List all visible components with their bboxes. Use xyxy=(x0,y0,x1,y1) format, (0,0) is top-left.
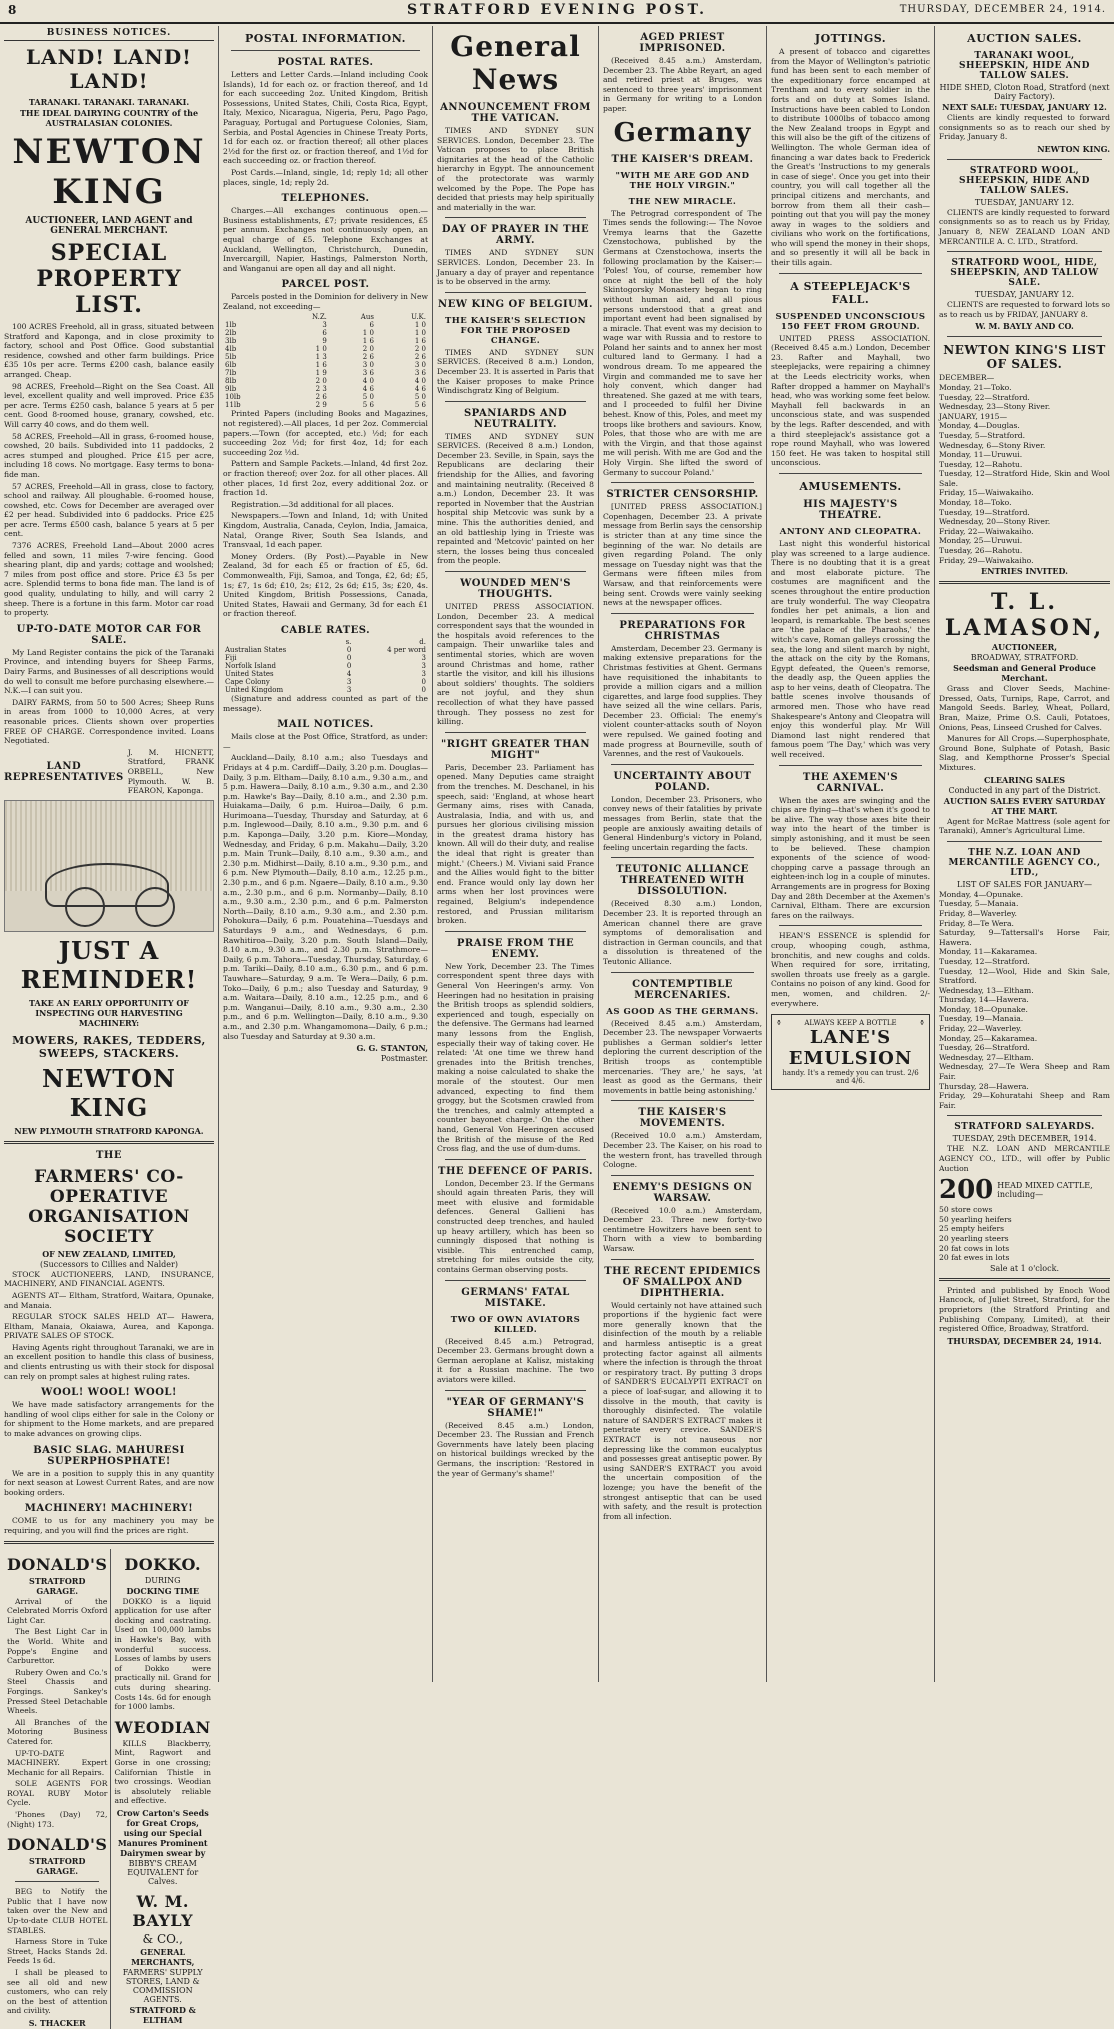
harvesting-machinery-illustration xyxy=(4,800,214,932)
news-headline: PRAISE FROM THE ENEMY. xyxy=(456,937,575,960)
table-row: United Kingdom 3 0 xyxy=(225,685,426,694)
news-headline: THE KAISER'S DREAM. xyxy=(611,153,754,165)
list-item: JANUARY, 1915— xyxy=(939,411,1008,421)
column-business-notices xyxy=(0,26,218,2028)
news-subheadline: SUSPENDED UNCONSCIOUS 150 FEET FROM GROUND. xyxy=(775,311,926,332)
news-headline: THE AXEMEN'S CARNIVAL. xyxy=(802,771,899,794)
news-headline: PREPARATIONS FOR CHRISTMAS xyxy=(619,619,746,642)
list-item: Monday, 11—Kakaramea. xyxy=(939,947,1038,957)
list-item: Tuesday, 12—Wool, Hide and Skin Sale, Stratford. xyxy=(939,966,1110,986)
list-item: Tuesday, 26—Stratford. xyxy=(939,1043,1030,1053)
news-headline: NEW KING OF BELGIUM. xyxy=(438,298,593,310)
cattle-list xyxy=(939,1205,1110,1263)
news-headline: THE DEFENCE OF PARIS. xyxy=(438,1165,593,1177)
heans-essence-ad: HEAN'S ESSENCE is splendid for croup, whooping cough, asthma, bronchitis, and new coughs and colds. When required for sore, irritating, swollen throats use freely as a gargle. Contains no poison of any kind. Good for men, women, and children. 2/- everywhere. xyxy=(771,931,930,1008)
table-row: 11lb 2 9 5 6 5 6 xyxy=(225,401,426,410)
list-item: Wednesday, 23—Stony River. xyxy=(939,402,1051,412)
list-item: Saturday, 9—Tattersall's Horse Fair, Hawera. xyxy=(939,928,1110,947)
newton-kings-list-heading: NEWTON KING'S LIST OF SALES. xyxy=(943,343,1106,372)
list-item: Tuesday, 5—Manaia. xyxy=(939,899,1019,909)
lanes-emulsion-ad: ⚱ ALWAYS KEEP A BOTTLE ⚱ LANE'S EMULSION handy. It's a remedy you can trust. 2/6 and 4/6. xyxy=(771,1014,930,1090)
table-header-row: N.Z. Aus U.K. xyxy=(311,313,426,322)
letters-text: Letters and Letter Cards.—Inland including Cook Islands), 1d for each oz. or fraction thereof, and 1d for each succeeding 2oz. United Kingdom, British Possessions, United States, Chili, Costa Rica, Egypt, Italy, Mexico, Nicaragua, Nigeria, Peru, Pago Pago, Paraguay, Portugal and Portuguese Colonies, Siam, Serbia, and Postal Agencies in Chinese Treaty Ports, 1d for each oz. or fraction thereof; all other places 2½d for the first oz. or fraction thereof, and 1½d for each succeeding oz. or fraction thereof. xyxy=(223,70,428,166)
masthead xyxy=(0,0,1114,24)
telephones-text: Charges.—All exchanges continuous open.—Business establishments, £7; private residences, £5 per annum. Exchanges not continuously open, an equal charge of £5. Telephone Exchanges at Auckland, Wellington, Christchurch, Dunedin, Invercargill, Napier, Hastings, Palmerston North, and Wanganui are open all day and all night. xyxy=(223,206,428,273)
table-row: Fiji 0 3 xyxy=(225,653,426,662)
parcel-rates-table xyxy=(223,313,428,409)
motor-car-heading: UP-TO-DATE MOTOR CAR FOR SALE. xyxy=(16,623,202,646)
news-subheadline: AS GOOD AS THE GERMANS. xyxy=(606,1006,759,1017)
news-headline: TEUTONIC ALLIANCE THREATENED WITH DISSOLUTION. xyxy=(616,864,749,898)
list-item: Monday, 25—Kakaramea. xyxy=(939,1033,1038,1043)
cable-rates-heading: CABLE RATES. xyxy=(280,624,371,636)
list-item: Monday, 21—Toko. xyxy=(939,382,1012,392)
column-war-news: AGED PRIEST IMPRISONED. (Received 8.45 a.m.) Amsterdam, December 23. The Abbe Reyart, an aged and retired priest at Bruges, was sentenced to three years' imprisonment in Germany for writing to a London paper. Germany THE KAISER'S DREAM. "WITH ME ARE GOD AND THE HOLY VIRGIN." THE NEW MIRACLE. The Petrograd correspondent of The Times sends the following:— The Novoe Vremya learns that the Gazette Czenstochowa, published by the Germans at Czenstochowa, inserts the following proclamation by the Kaiser:— 'Poles! You, of course, remember how once at night the bell of the holy Skintogorsky Monastery began to ring without human aid, and all pious persons understood that a great and important event had been signalised by a miracle. That event was my decision to wage war with Russia and to restore to Poland her saints and to annex her most cultured land to Germany. I had a wondrous dream. To me appeared the Virgin and commanded me to save her holy convent, which danger had threatened. She gazed at me with tears, and I proceeded to fulfil her Divine behest. Know of this, Poles, and meet my troops like brothers and saviours. Know, Poles, that those who are with me are with the Virgin, and that those against me will perish. With me are God and the Holy Virgin. She lifted the sword of Germany to succour Poland.' STRICTER CENSORSHIP. [UNITED PRESS ASSOCIATION.] Copenhagen, December 23. A private message from Berlin says the censorship is stricter than at any time since the beginning of the war. No details are given regarding Poland. The only message on Tuesday night was that the Germans were fifteen miles from Warsaw, and that reinforcements were being sent. Crowds were vainly seeking news at the newspaper offices. PREPARATIONS FOR CHRISTMAS Amsterdam, December 23. Germany is making extensive preparations for the Christmas festivities at Ghent. Germans have requisitioned the inhabitants to provide a million cigars and a million cigarettes, and large food supplies. They have seized all the wine cellars. Paris, December 23. Official: The enemy's violent counter-attacks south of Noyon were repulsed. We gained footing and made progress at Bourneville, south of Varennes, and the rest of Vaukouels. UNCERTAINTY ABOUT POLAND. London, December 23. Prisoners, who convey news of their fatalities by private messages from Berlin, state that the people are anxiously awaiting details of General Hindenburg's victory in Poland, feeling uncertain regarding the facts. TEUTONIC ALLIANCE THREATENED WITH DISSOLUTION. (Received 8.30 a.m.) London, December 23. It is reported through an American channel there are grave symptoms of demoralisation and distraction in German councils, and that a dissolution is threatened of the Teutonic Alliance. CONTEMPTIBLE MERCENARIES. AS GOOD AS THE GERMANS. (Received 8.45 a.m.) Amsterdam, December 23. The newspaper Vorwaerts publishes a German soldier's letter deploring the current description of the British troops as contemptible mercenaries. 'They are,' he says, 'at least as good as the Germans, their movements in battle being astonishing.' THE KAISER'S MOVEMENTS. (Received 10.0 a.m.) Amsterdam, December 23. The Kaiser, on his road to the western front, has travelled through Cologne. ENEMY'S DESIGNS ON WARSAW. (Received 10.0 a.m.) Amsterdam, December 23. Three new forty-two centimetre Howitzers have been sent to Thorn with a view to bombarding Warsaw. THE RECENT EPIDEMICS OF SMALLPOX AND DIPHTHERIA. Would certainly not have attained such proportions if the hygienic fact were more generally known that the disinfection of the mouth by a reliable and harmless antiseptic is a great protecting factor against all ailments where the infection is through the throat or respiratory tract. By putting 3 drops of SANDER'S EUCALYPTI EXTRACT on a piece of loaf-sugar, and allowing it to dissolve in the mouth, that cavity is thoroughly disinfected. The volatile nature of SANDER'S EXTRACT makes it penetrate every crevice. SANDER'S EXTRACT is not nauseous nor depressing like the common eucalyptus and possesses great antiseptic power. By using SANDER'S EXTRACT you avoid the uncertain composition of the lozenge; you have the benefit of the strongest antiseptic that can be used with safety, and the result is protection from all infection. xyxy=(598,26,766,1682)
table-row: 6lb 1 6 3 0 3 0 xyxy=(225,361,426,370)
list-item: Friday, 8—Te Wera. xyxy=(939,918,1014,928)
farmers-cooperative-title: FARMERS' CO-OPERATIVE ORGANISATION SOCIETY xyxy=(28,1166,190,1247)
listing-item: 57 ACRES, Freehold—All in grass, close to factory, school and railway. All ploughable. 6-roomed house, cowshed, etc. Cows for December are averaged over £2 per head. Subdivided into 6 paddocks. Price £25 per acre. Terms £500 cash, balance 5 years at 5 per cent. xyxy=(4,481,214,539)
postmaster-title: Postmaster. xyxy=(380,1054,428,1064)
footer-date: THURSDAY, DECEMBER 24, 1914. xyxy=(947,1335,1102,1346)
list-item: Friday, 22—Waverley. xyxy=(939,1024,1022,1034)
news-subheadline: TWO OF OWN AVIATORS KILLED. xyxy=(450,1314,581,1335)
land-register-text: My Land Register contains the pick of the Taranaki Province, and intending buyers for Sheep Farms, Dairy Farms, and Businesses of all descriptions would do well to consult me before purchasing elsewhere.—N.K.—I can suit you. DAIRY FARMS, from 50 to 500 Acres; Sheep Runs in areas from 1000 to 10,000 Acres, at very reasonable prices. Clients shown over properties FREE OF CHARGE. Correspondence invited. Loans Negotiated. xyxy=(4,647,214,746)
news-headline: GERMANS' FATAL MISTAKE. xyxy=(461,1286,570,1309)
amusements-heading: AMUSEMENTS. xyxy=(799,479,902,493)
news-headline: STRICTER CENSORSHIP. xyxy=(606,489,759,501)
news-headline: CONTEMPTIBLE MERCENARIES. xyxy=(632,978,733,1001)
news-headline: ANNOUNCEMENT FROM THE VATICAN. xyxy=(440,102,591,124)
bottle-icon: ⚱ xyxy=(919,1019,925,1028)
listing-item: 58 ACRES, Freehold—All in grass, 6-roomed house, cowshed, 20 bails. Subdivided into 11 paddocks, 2 acres stumped and ploughed. Price £15 per acre, including 18 cows. No mortgage. Easy terms to bona-fide man. xyxy=(4,431,214,479)
post-cards-text: Post Cards.—Inland, single, 1d; reply 1d; all other places, single, 1d; reply 2d. xyxy=(223,167,428,187)
postmaster-name: G. G. STANTON, xyxy=(356,1043,428,1054)
newspaper-title: STRATFORD EVENING POST. xyxy=(407,2,707,18)
section-heading: BUSINESS NOTICES. xyxy=(4,26,214,41)
wheel-shape xyxy=(135,887,175,927)
mowers-line: MOWERS, RAKES, TEDDERS, SWEEPS, STACKERS. xyxy=(12,1033,206,1060)
list-item: Tuesday, 5—Stratford. xyxy=(939,430,1026,440)
list-item: 20 yearling steers xyxy=(939,1233,1009,1243)
machinery-heading: MACHINERY! MACHINERY! xyxy=(24,1503,194,1515)
nz-limited: OF NEW ZEALAND, LIMITED, xyxy=(42,1248,176,1259)
basic-slag-heading: BASIC SLAG. MAHURESI SUPERPHOSPHATE! xyxy=(33,1444,185,1467)
table-row: 8lb 2 0 4 0 4 0 xyxy=(225,377,426,386)
postal-heading: POSTAL INFORMATION. xyxy=(245,32,406,45)
basic-slag-text: We are in a position to supply this in any quantity for next season at Lowest Current Rates, and are now booking orders. xyxy=(4,1468,214,1497)
table-header-row: s. d. xyxy=(345,637,426,646)
reminder-subheading: TAKE AN EARLY OPPORTUNITY OF INSPECTING OUR HARVESTING MACHINERY: xyxy=(29,997,189,1028)
listing-item: 7376 ACRES, Freehold Land—About 2000 acres felled and sown, 11 miles 7-wire fencing. Good shearing plant, dip and yards; cottage and woolshed; 7 miles from post office and store. Price £3 5s per acre. Splendid terms to bona fide man. The land is of good quality, undulating to hilly, and will carry 2 sheep. There is a fortune in this farm. Motor car road to property. xyxy=(4,541,214,618)
list-item: Friday, 8—Waverley. xyxy=(939,908,1017,918)
newton-king-title: NEWTON KING xyxy=(12,132,206,212)
machinery-text: COME to us for any machinery you may be requiring, and you will find the prices are right. xyxy=(4,1516,214,1535)
germany-heading: Germany xyxy=(613,117,752,148)
news-subheadline: ANTONY AND CLEOPATRA. xyxy=(779,526,922,537)
list-item: 50 yearling heifers xyxy=(939,1214,1012,1224)
news-headline: UNCERTAINTY ABOUT POLAND. xyxy=(613,770,752,793)
news-subheadline: THE KAISER'S SELECTION FOR THE PROPOSED CHANGE. xyxy=(444,315,587,346)
list-item: Tuesday, 19—Manaia. xyxy=(939,1014,1024,1024)
listing-item: 100 ACRES Freehold, all in grass, situated between Stratford and Kaponga, and in close proximity to factory, school and Post Office. Good substantial residence, cowshed and other farm buildings. Price £35 10s per acre. Terms £200 cash, balance easily arranged. Cheap. xyxy=(4,322,214,379)
cattle-offer: 200 HEAD MIXED CATTLE, including— xyxy=(939,1175,1093,1206)
news-subheadline: THE NEW MIRACLE. xyxy=(628,196,737,207)
table-row: 1lb 3 6 1 0 xyxy=(225,321,426,330)
table-row: Australian States 0 4 per word xyxy=(225,645,426,654)
table-row: 4lb 1 0 2 0 2 0 xyxy=(225,345,426,354)
list-item: Tuesday, 19—Stratford. xyxy=(939,507,1030,517)
list-item: Tuesday, 12—Stratford Hide, Skin and Wool Sale. xyxy=(939,469,1110,488)
list-item: Monday, 4—Opunake. xyxy=(939,889,1024,899)
table-row: 7lb 1 9 3 6 3 6 xyxy=(225,369,426,378)
column-auction-sales: AUCTION SALES. TARANAKI WOOL, SHEEPSKIN, HIDE AND TALLOW SALES. HIDE SHED, Cloton Road, Stratford (next Dairy Factory). NEXT SALE: TUESDAY, JANUARY 12. Clients are kindly requested to forward consignments so as to reach our shed by Friday, January 8. NEWTON KING. STRATFORD WOOL, SHEEPSKIN, HIDE AND TALLOW SALES. TUESDAY, JANUARY 12. CLIENTS are kindly requested to forward consignments so as to reach us by Friday, January 8, NEW ZEALAND LOAN AND MERCANTILE A. C. LTD., Stratford. STRATFORD WOOL, HIDE, SHEEPSKIN, AND TALLOW SALE. TUESDAY, JANUARY 12. CLIENTS are requested to forward lots so as to reach us by FRIDAY, JANUARY 8. W. M. BAYLY AND CO. NEWTON KING'S LIST OF SALES. DECEMBER— Monday, 21—Toko. Tuesday, 22—Stratford. Wednesday, 23—Stony River. JANUARY, 1915— Monday, 4—Douglas. Tuesday, 5—Stratford. Wednesday, 6—Stony River. Monday, 11—Uruwui. Tuesday, 12—Rahotu. Tuesday, 12—Stratford Hide, Skin and Wool Sale. Friday, 15—Waiwakaiho. Monday, 18—Toko. Tuesday, 19—Stratford. Wednesday, 20—Stony River. Friday, 22—Waiwakaiho. Monday, 25—Uruwui. Tuesday, 26—Rahotu. Friday, 29—Waiwakaiho. ENTRIES INVITED. T. L. LAMASON, AUCTIONEER, BROADWAY, STRATFORD. Seedsman and General Produce Merchant. Grass and Clover Seeds, Machine-Dressed, Oats, Turnips, Rape, Carrot, and Mangold Seeds. Barley, Wheat, Pollard, Bran, Maize, Prime O.S. Cauli, Potatoes, Onions, Peas, Linseed Crushed for Calves. Manures for All Crops.—Superphosphate, Ground Bone, Sulphate of Potash, Basic Slag, and Kempthorne Prosser's Special Mixtures. CLEARING SALES Conducted in any part of the District. AUCTION SALES EVERY SATURDAY AT THE MART. Agent for McRae Mattress (sole agent for Taranaki), Amner's Agricultural Lime. THE N.Z. LOAN AND MERCANTILE AGENCY CO., LTD., LIST OF SALES FOR JANUARY— Monday, 4—Opunake. Tuesday, 5—Manaia. Friday, 8—Waverley. Friday, 8—Te Wera. Saturday, 9—Tattersall's Horse Fair, Hawera. Monday, 11—Kakaramea. Tuesday, 12—Stratford. Tuesday, 12—Wool, Hide and Skin Sale, Stratford. Wednesday, 13—Eltham. Thursday, 14—Hawera. Monday, 18—Opunake. Tuesday, 19—Manaia. Friday, 22—Waverley. Monday, 25—Kakaramea. Tuesday, 26—Stratford. Wednesday, 27—Eltham. Wednesday, 27—Te Wera Sheep and Ram Fair. Thursday, 28—Hawera. Friday, 29—Kohuratahi Sheep and Ram Fair. STRATFORD SALEYARDS. TUESDAY, 29th DECEMBER, 1914. THE N.Z. LOAN AND MERCANTILE AGENCY CO., LTD., will offer by Public Auction 200 HEAD MIXED CATTLE, including— 50 store cows 50 yearling heifers 25 empty heifers 20 yearling steers 20 fat cows in lots 20 fat ewes in lots Sale at 1 o'clock. Printed and published by Enoch Wood Hancock, of Juliet Street, Stratford, for the proprietors (the Stratford Printing and Publishing Company, Limited), at their registered Office, Broadway, Stratford. THURSDAY, DECEMBER 24, 1914. xyxy=(934,26,1114,1682)
column-postal-information: POSTAL INFORMATION. POSTAL RATES. Letters and Letter Cards.—Inland including Cook Islands), 1d for each oz. or fraction thereof, and 1d for each succeeding 2oz. United Kingdom, British Possessions, United States, Chili, Costa Rica, Egypt, Italy, Mexico, Nicaragua, Nigeria, Peru, Pago Pago, Paraguay, Portugal and Portuguese Colonies, Siam, Serbia, and Postal Agencies in Chinese Treaty Ports, 1d for each oz. or fraction thereof; all other places 2½d for the first oz. or fraction thereof, and 1½d for each succeeding oz. or fraction thereof. Post Cards.—Inland, single, 1d; reply 1d; all other places, single, 1d; reply 2d. TELEPHONES. Charges.—All exchanges continuous open.—Business establishments, £7; private residences, £5 per annum. Exchanges not continuously open, an equal charge of £5. Telephone Exchanges at Auckland, Wellington, Christchurch, Dunedin, Invercargill, Napier, Hastings, Palmerston North, and Wanganui are open all day and all night. PARCEL POST. Parcels posted in the Dominion for delivery in New Zealand, not exceeding— N.Z. Aus U.K. 1lb 3 6 1 0 2lb 6 1 0 1 0 3lb 9 1 6 1 6 4lb 1 0 2 0 2 0 5lb 1 3 2 6 2 6 6lb 1 6 3 0 3 0 7lb 1 9 3 6 3 6 8lb 2 0 4 0 4 0 9lb 2 3 4 6 4 6 10lb 2 6 5 0 5 0 11lb 2 9 5 6 5 6 Printed Papers (including Books and Magazines, not registered).—All places, 1d per 2oz. Commercial papers.—Town (for accepted, etc.) ½d; for each succeeding 2oz ½d; for first 4oz, 1d; for each succeeding 2oz ½d. Pattern and Sample Packets.—Inland, 4d first 2oz. or fraction thereof; over 2oz. for all other places. All other places, 1d first 2oz, every additional 2oz. or fraction 1d. Registration.—3d additional for all places. Newspapers.—Town and Inland, 1d; with United Kingdom, Australia, Canada, Ceylon, India, Jamaica, Natal, Orange River, South Sea Islands, and Transvaal, 1d each paper. Money Orders. (By Post).—Payable in New Zealand, 3d for each £5 or fraction of £5, 6d. Commonwealth, Fiji, Samoa, and Tonga, £2, 6d; £5, 1s; £7, 1s 6d; £10, 2s; £12, 2s 6d; £15, 3s; £20, 4s. United Kingdom, British Possessions, Canada, United States, Hawaii and Germany, 3d for each £1 or fraction thereof. CABLE RATES. s. d. Australian States 0 4 per word Fiji 0 3 Norfolk Island 0 3 United States 4 3 Cape Colony 3 0 United Kingdom 3 0 (Signature and address counted as part of the message). MAIL NOTICES. Mails close at the Post Office, Stratford, as under:— Auckland—Daily, 8.10 a.m.; also Tuesdays and Fridays at 4 p.m. Cardiff—Daily, 3.20 p.m. Douglas—Daily, 3 p.m. Eltham—Daily, 8.10 a.m., 9.30 a.m., and 5 p.m. Hawera—Daily, 8.10 a.m., 9.30 a.m., and 2.30 p.m. Hawke's Bay—Daily, 8.10 a.m., and 2.30 p.m. Huiakama—Daily, 6 p.m. Huiroa—Daily, 6 p.m. Hurimoana—Tuesday, Thursday and Saturday, at 6 p.m. Inglewood—Daily, 8.10 a.m., 9.30 p.m. and 6 p.m. Kaponga—Daily, 3.20 p.m. Kiore—Monday, Wednesday, and Friday, 6 p.m. Makahu—Daily, 3.20 p.m. Main Trunk—Daily, 8.10 a.m., 9.30 a.m., and 2.30 p.m. Midhirst—Daily, 8.10 a.m., 9.30 p.m., and 6 p.m. New Plymouth—Daily, 8.10 a.m., 12.25 p.m., 2.30 p.m., and 6 p.m. Ngaere—Daily, 8.10 a.m., 9.30 a.m., 2.30 p.m., and 6 p.m. Normanby—Daily, 8.10 a.m., 9.30 a.m., 2.30 p.m., and 6 p.m. Palmerston North—Daily, 8.10 a.m., 9.30 a.m., and 2.30 p.m. Pohokura—Daily, 6 p.m. Pouatehina—Tuesdays and Saturdays 9 a.m., and Wednesdays, 6 p.m. Rawhitiroa—Daily, 3.20 p.m. South Island—Daily, 8.10 a.m., 9.30 a.m., and 2.30 p.m. Strathmore—Daily, 6 p.m. Tahora—Tuesday, Thursday, Saturday, 6 p.m. Tariki—Daily, 8.10 a.m., 6.30 p.m., and 6 p.m. Tauwhare—Saturday, 9 a.m. Te Wera—Daily, 6 p.m. Toko—Daily, 6 p.m.; also Tuesday and Saturday, 9 a.m. Waitara—Daily, 8.10 a.m., 12.25 p.m., and 6 p.m. Wanganui—Daily, 8.10 a.m., 9.30 a.m., 2.30 p.m., and 6 p.m. Wellington—Daily, 8.10 a.m., 9.30 a.m., and 2.30 p.m. Whangamomona—Daily, 6 p.m.; also Tuesday and Saturday at 9.30 a.m. G. G. STANTON, Postmaster. xyxy=(218,26,432,1682)
mail-schedule-text: Auckland—Daily, 8.10 a.m.; also Tuesdays and Fridays at 4 p.m. Cardiff—Daily, 3.20 p.m. Douglas—Daily, 3 p.m. Eltham—Daily, 8.10 a.m., 9.30 a.m., and 5 p.m. Hawera—Daily, 8.10 a.m., 9.30 a.m., and 2.30 p.m. Hawke's Bay—Daily, 8.10 a.m., and 2.30 p.m. Huiakama—Daily, 6 p.m. Huiroa—Daily, 6 p.m. Hurimoana—Tuesday, Thursday and Saturday, at 6 p.m. Inglewood—Daily, 8.10 a.m., 9.30 p.m. and 6 p.m. Kaponga—Daily, 3.20 p.m. Kiore—Monday, Wednesday, and Friday, 6 p.m. Makahu—Daily, 3.20 p.m. Main Trunk—Daily, 8.10 a.m., 9.30 a.m., and 2.30 p.m. Midhirst—Daily, 8.10 a.m., 9.30 p.m., and 6 p.m. New Plymouth—Daily, 8.10 a.m., 12.25 p.m., 2.30 p.m., and 6 p.m. Ngaere—Daily, 8.10 a.m., 9.30 a.m., 2.30 p.m., and 6 p.m. Normanby—Daily, 8.10 a.m., 9.30 a.m., 2.30 p.m., and 6 p.m. Palmerston North—Daily, 8.10 a.m., 9.30 a.m., and 2.30 p.m. Pohokura—Daily, 6 p.m. Pouatehina—Tuesdays and Saturdays 9 a.m., and Wednesdays, 6 p.m. Rawhitiroa—Daily, 3.20 p.m. South Island—Daily, 8.10 a.m., 9.30 a.m., and 2.30 p.m. Strathmore—Daily, 6 p.m. Tahora—Tuesday, Thursday, Saturday, 6 p.m. Tariki—Daily, 8.10 a.m., 6.30 p.m., and 6 p.m. Tauwhare—Saturday, 9 a.m. Te Wera—Daily, 6 p.m. Toko—Daily, 6 p.m.; also Tuesday and Saturday, 9 a.m. Waitara—Daily, 8.10 a.m., 12.25 p.m., and 6 p.m. Wanganui—Daily, 8.10 a.m., 9.30 a.m., 2.30 p.m., and 6 p.m. Wellington—Daily, 8.10 a.m., 9.30 a.m., and 2.30 p.m. Whangamomona—Daily, 6 p.m.; also Tuesday and Saturday at 9.30 a.m. xyxy=(223,753,428,1041)
donalds-garage-ad: DONALD'S STRATFORD GARAGE. Arrival of the Celebrated Morris Oxford Light Car. The Best Light Car in the World. White and Poppe's Engine and Carburettor. Rubery Owen and Co.'s Steel Chassis and Forgings. Sankey's Pressed Steel Detachable Wheels. All Branches of the Motoring Business Catered for. UP-TO-DATE MACHINERY. Expert Mechanic for all Repairs. SOLE AGENTS FOR ROYAL RUBY Motor Cycle. 'Phones (Day) 72, (Night) 173. DONALD'S STRATFORD GARAGE. BEG to Notify the Public that I have now taken over the New and Up-to-date CLUB HOTEL STABLES. Harness Store in Tuke Street, Hacks Stands 2d. Feeds 1s 6d. I shall be pleased to see all old and new customers, who can rely on the best of attention and civility. S. THACKER xyxy=(7,1554,108,2028)
table-row: 9lb 2 3 4 6 4 6 xyxy=(225,385,426,394)
list-item: Monday, 11—Uruwui. xyxy=(939,450,1023,460)
news-headline: DAY OF PRAYER IN THE ARMY. xyxy=(441,224,590,247)
table-row: 10lb 2 6 5 0 5 0 xyxy=(225,393,426,402)
news-headline: AGED PRIEST IMPRISONED. xyxy=(639,32,726,54)
list-item: 20 fat ewes in lots xyxy=(939,1253,1010,1263)
land-heading: LAND! LAND! LAND! xyxy=(26,45,192,93)
news-headline: HIS MAJESTY'S THEATRE. xyxy=(803,498,898,521)
successors-line: (Successors to Cillies and Nalder) xyxy=(40,1259,178,1269)
list-item: Thursday, 14—Hawera. xyxy=(939,995,1029,1005)
imprint: Printed and published by Enoch Wood Hancock, of Juliet Street, Stratford, for the proprietors (the Stratford Printing and Publishing Company, Limited), at their registered Office, Broadway, Stratford. xyxy=(939,1285,1110,1334)
special-property-heading: SPECIAL PROPERTY LIST. xyxy=(36,240,182,318)
towns-line: NEW PLYMOUTH STRATFORD KAPONGA. xyxy=(14,1125,204,1136)
taranaki-line: TARANAKI. TARANAKI. TARANAKI. xyxy=(28,97,190,107)
bottom-ads xyxy=(4,1549,214,2029)
page-number: 8 xyxy=(8,3,17,17)
list-item: Friday, 15—Waiwakaiho. xyxy=(939,488,1034,498)
nz-loan-sales-list xyxy=(939,890,1110,1111)
jottings-heading: JOTTINGS. xyxy=(814,32,887,45)
table-row: 5lb 1 3 2 6 2 6 xyxy=(225,353,426,362)
money-orders-text: Money Orders. (By Post).—Payable in New Zealand, 3d for each £5 or fraction of £5, 6d. Commonwealth, Fiji, Samoa, and Tonga, £2, 6d; £5, 1s; £7, 1s 6d; £10, 2s; £12, 2s 6d; £15, 3s; £20, 4s. United Kingdom, British Possessions, Canada, United States, Hawaii and Germany, 3d for each £1 or fraction thereof. xyxy=(223,551,428,619)
the-word: THE xyxy=(95,1149,122,1161)
list-item: Wednesday, 13—Eltham. xyxy=(939,985,1034,995)
table-row: 2lb 6 1 0 1 0 xyxy=(225,329,426,338)
news-headline: THE RECENT EPIDEMICS OF SMALLPOX AND DIPHTHERIA. xyxy=(604,1265,761,1299)
bottle-icon: ⚱ xyxy=(776,1019,782,1028)
table-row: 3lb 9 1 6 1 6 xyxy=(225,337,426,346)
newton-king-title-2: NEWTON KING xyxy=(42,1063,176,1122)
printed-papers-text: Printed Papers (including Books and Magazines, not registered).—All places, 1d per 2oz. Commercial papers.—Town (for accepted, etc.) ½d; for each succeeding 2oz ½d; for first 4oz, 1d; for each succeeding 2oz ½d. xyxy=(223,409,428,457)
list-item: Friday, 29—Kohuratahi Sheep and Ram Fair. xyxy=(939,1091,1110,1110)
list-item: 25 empty heifers xyxy=(939,1224,1005,1234)
property-listings xyxy=(4,322,214,618)
list-item: Monday, 25—Uruwui. xyxy=(939,536,1023,546)
news-headline: "YEAR OF GERMANY'S SHAME!" xyxy=(446,1396,585,1419)
news-subheadline: "WITH ME ARE GOD AND THE HOLY VIRGIN." xyxy=(615,170,750,191)
news-headline: SPANIARDS AND NEUTRALITY. xyxy=(463,407,568,430)
column-general-news: General News ANNOUNCEMENT FROM THE VATICAN. TIMES AND SYDNEY SUN SERVICES. London, December 23. The Vatican proposes to place British dignitaries at the head of the Catholic hierarchy in Egypt. The announcement of the protectorate was warmly welcomed by the Pope. The Pope has decided that priests may help spiritually and materially in the war. DAY OF PRAYER IN THE ARMY. TIMES AND SYDNEY SUN SERVICES. London, December 23. In January a day of prayer and repentance is to be observed in the army. NEW KING OF BELGIUM. THE KAISER'S SELECTION FOR THE PROPOSED CHANGE. TIMES AND SYDNEY SUN SERVICES. (Received 8 a.m.) London, December 23. It is asserted in Paris that the Kaiser proposes to make Prince Windischgratz King of Belgium. SPANIARDS AND NEUTRALITY. TIMES AND SYDNEY SUN SERVICES. (Received 8 a.m.) London, December 23. Seville, in Spain, says the Republicans are declaring their friendship for the Allies, and favoring and maintaining neutrality. (Received 8 a.m.) London, December 23. It was reported in November that the Austrian hospital ship Metcovic was sunk by a mine. This the authorities denied, and an old battleship lying in Trieste was repainted and 'Metcovic' painted on her stern, the losses being thus concealed from the people. WOUNDED MEN'S THOUGHTS. UNITED PRESS ASSOCIATION. London, December 23. A medical correspondent says that the wounded in the hospitals avoid references to the campaign. Their unwarlike tales and sentimental stories, which are woven around Christmas and home, rather startle the visitor, and kill his illusions about soldiers' thoughts. The soldiers are not joyful, and they shun recollection of what they have passed through. They possess no zest for killing. "RIGHT GREATER THAN MIGHT" Paris, December 23. Parliament has opened. Many Deputies came straight from the trenches. M. Deschanel, in his speech, said: 'England, at whose heart Germany aims, rises with Canada, Australasia, India, and with us, and pursues her glorious civilising mission in the greatest drama history has known. All will do their duty, and realise the ideal that right is greater than might.' (Cheers.) M. Viviani said France and the Allies would fight to the bitter end. France would only lay down her arms when her lost provinces were regained, Belgium's independence restored, and Prussian militarism broken. PRAISE FROM THE ENEMY. New York, December 23. The Times correspondent spent three days with General Von Heeringen's army. Von Heeringen had no hesitation in praising the British troops as splendid soldiers, experienced and tough, especially on the defensive. The Germans had learned many lessons from the English, especially their way of taking cover. He related: 'At one time we threw hand grenades into the British trenches, making a noise calculated to shake the morale of the stoutest. Our men advanced, expecting to find them groggy, but the Scotsmen crawled from the trenches, and calmly attempted a counter bayonet charge.' On the other hand, General Von Heeringen accused the British of the misuse of the Red Cross flag, and the use of dum-dums. THE DEFENCE OF PARIS. London, December 23. If the Germans should again threaten Paris, they will meet with elusive and formidable defences. General Gallieni has constructed deep trenches, and hauled up heavy artillery, which has been so cunningly disposed that nothing is visible. This entrenched camp, stretching for miles outside the city, contains German observing posts. GERMANS' FATAL MISTAKE. TWO OF OWN AVIATORS KILLED. (Received 8.45 a.m.) Petrograd, December 23. Germans brought down a German aeroplane at Kalisz, mistaking it for a Russian machine. The two aviators were killed. "YEAR OF GERMANY'S SHAME!" (Received 8.45 a.m.) London, December 23. The Russian and French Governments have lately been placing on historical buildings wrecked by the Germans, the inscription: 'Restored in the year of Germany's shame!' xyxy=(432,26,598,1682)
news-headline: "RIGHT GREATER THAN MIGHT" xyxy=(441,738,590,761)
list-item: Wednesday, 6—Stony River. xyxy=(939,440,1046,450)
news-headline: THE KAISER'S MOVEMENTS. xyxy=(638,1107,727,1130)
wheel-shape xyxy=(65,887,105,927)
farmers-cooperative-text: STOCK AUCTIONEERS, LAND, INSURANCE, MACHINERY, AND FINANCIAL AGENTS. AGENTS AT— Eltham, Stratford, Waitara, Opunake, and Manaia. REGULAR STOCK SALES HELD AT— Hawera, Eltham, Manaia, Okaiawa, Aurea, and Kaponga. PRIVATE SALES OF STOCK. Having Agents right throughout Taranaki, we are in an excellent position to handle this class of business, and clients entrusting us with their stock for disposal can rely on prompt sales at highest ruling rates. xyxy=(4,1269,214,1381)
table-row: Cape Colony 3 0 xyxy=(225,677,426,686)
list-item: Tuesday, 22—Stratford. xyxy=(939,392,1030,402)
news-headline: ENEMY'S DESIGNS ON WARSAW. xyxy=(612,1181,753,1204)
postal-rates-heading: POSTAL RATES. xyxy=(277,57,374,68)
column-jottings: JOTTINGS. A present of tobacco and cigarettes from the Mayor of Wellington's patriotic fund has been sent to each member of the expeditionary force encamped at Trentham and to every soldier in the forts and on duty at Somes Island. Instructions have been cabled to London to distribute 1000lbs of tobacco among the New Zealand troops in Egypt and this will also be the gift of the citizens of Wellington. The whole German idea of financing a war dates back to Frederick the Great's 'Instructions to my generals in case of siege'. Once you get into their country, you will call together all the principal citizens and merchants, and borrow from them all their cash—pointing out that you will pay the money away in wages to the soldiers and civilians who work on the fortifications, who will spend the money in their shops, and so presently it will all be back in their tills again. A STEEPLEJACK'S FALL. SUSPENDED UNCONSCIOUS 150 FEET FROM GROUND. UNITED PRESS ASSOCIATION. (Received 8.45 a.m.) London, December 23. Rafter and Mayhall, two steeplejacks, were repairing a chimney at the Leeds electricity works, when Rafter dropped a hammer on Mayhall's head, who was working some feet below. Mayhall fell backwards in an unconscious state, and was suspended by the legs. Rafter descended, and with a third steeplejack's assistance got a rope round Mayhall, who was lowered 150 feet. He was taken to hospital still unconscious. AMUSEMENTS. HIS MAJESTY'S THEATRE. ANTONY AND CLEOPATRA. Last night this wonderful historical play was screened to a large audience. There is no doubting that it is a great and most elaborate picture. The costumes are magnificent and the scenes throughout the entire production are truly wonderful. The way Cleopatra fondles her pet animals, a lion and leopard, is remarkable. The best scenes are 'the palace of the Pharaohs,' the witch's cave, Roman galleys crossing the sea, the long and silent march by night, the attack on the city by the Romans, Egypt defeated, the Queen's remorse, the deadly asp, the Queen applies the asp to her veins, death of Cleopatra. The battle scenes involve thousands of armored men. Those who have read Shakespeare's Antony and Cleopatra will enjoy this wonderful play. Mr Will Diamond last night rendered that famous poem 'The Day,' which was very well received. THE AXEMEN'S CARNIVAL. When the axes are swinging and the chips are flying—that's when it's good to be alive. The way those axes bite their way into the heart of the timber is simply astonishing, and it must be seen to be believed. These champion exponents of the science of wood-chopping carve a passage through an eighteen-inch log in a couple of minutes. Arrangements are in progress for Boxing Day and 28th December at the Axemen's Carnival, Eltham. There are excursion fares on the railways. HEAN'S ESSENCE is splendid for croup, whooping cough, asthma, bronchitis, and new coughs and colds. When required for sore, irritating, swollen throats use freely as a gargle. Contains no poison of any kind. Good for men, women, and children. 2/- everywhere. ⚱ ALWAYS KEEP A BOTTLE ⚱ LANE'S EMULSION handy. It's a remedy you can trust. 2/6 and 4/6. xyxy=(766,26,934,1682)
list-item: Friday, 29—Waiwakaiho. xyxy=(939,555,1034,565)
list-item: 20 fat cows in lots xyxy=(939,1243,1010,1253)
list-item: DECEMBER— xyxy=(939,373,995,383)
list-item: Tuesday, 12—Rahotu. xyxy=(939,459,1023,469)
list-item: Monday, 4—Douglas. xyxy=(939,421,1020,431)
ideal-line: THE IDEAL DAIRYING COUNTRY of the AUSTRALASIAN COLONIES. xyxy=(19,108,199,128)
listing-item: 98 ACRES, Freehold—Right on the Sea Coast. All level, excellent quality and well improved. Price £35 per acre. Terms £250 cash, balance 5 years at 5 per cent. Good 8-roomed house, granary, cowshed, etc. Will carry 40 cows, and do them well. xyxy=(4,381,214,429)
news-headline: WOUNDED MEN'S THOUGHTS. xyxy=(460,578,571,600)
reminder-heading: JUST A REMINDER! xyxy=(20,935,198,994)
telephones-heading: TELEPHONES. xyxy=(281,193,370,205)
registration-text: Registration.—3d additional for all places. xyxy=(231,499,394,509)
list-item: Thursday, 28—Hawera. xyxy=(939,1081,1029,1091)
newton-kings-sales-list xyxy=(939,373,1110,565)
list-item: 50 store cows xyxy=(939,1205,993,1215)
list-item: Monday, 18—Opunake. xyxy=(939,1004,1028,1014)
news-headline: A STEEPLEJACK'S FALL. xyxy=(790,279,911,306)
table-row: United States 4 3 xyxy=(225,669,426,678)
list-item: Monday, 18—Toko. xyxy=(939,498,1012,508)
land-representatives: LAND REPRESENTATIVES J. M. HICNETT, Stratford, FRANK ORBELL, New Plymouth. W. B. FEARON, Kaponga. xyxy=(4,747,214,796)
list-item: Wednesday, 27—Te Wera Sheep and Ram Fair. xyxy=(939,1062,1110,1082)
list-item: Tuesday, 12—Stratford. xyxy=(939,956,1030,966)
wool-text: We have made satisfactory arrangements for the handling of wool clips either for sale in the Colony or for shipment to the Home markets, and are prepared to make advances on growing clips. xyxy=(4,1400,214,1439)
wool-heading: WOOL! WOOL! WOOL! xyxy=(41,1387,177,1399)
list-item: Wednesday, 20—Stony River. xyxy=(939,517,1051,527)
list-item: Friday, 22—Waiwakaiho. xyxy=(939,526,1034,536)
list-item: Tuesday, 26—Rahotu. xyxy=(939,546,1023,556)
auctioneer-line: AUCTIONEER, LAND AGENT and GENERAL MERCHANT. xyxy=(25,216,193,236)
mail-notices-heading: MAIL NOTICES. xyxy=(277,719,374,731)
dokko-ad: DOKKO. DURING DOCKING TIME DOKKO is a liquid application for use after docking and castrating. Used on 100,000 lambs in Hawke's Bay, with wonderful success. Losses of lambs by users of Dokko were practically nil. Grand for cuts during shearing. Costs 14s. 6d for enough for 1000 lambs. WEODIAN KILLS Blackberry, Mint, Ragwort and Gorse in one crossing; Californian Thistle in two crossings. Weodian is absolutely reliable and effective. Crow Carton's Seeds for Great Crops, using our Special Manures Prominent Dairymen swear by BIBBY'S CREAM EQUIVALENT for Calves. W. M. BAYLY & CO., GENERAL MERCHANTS, FARMERS' SUPPLY STORES, LAND & COMMISSION AGENTS. STRATFORD & ELTHAM xyxy=(110,1549,214,2029)
lamason-heading: T. L. LAMASON, xyxy=(944,589,1105,642)
auction-sales-heading: AUCTION SALES. xyxy=(967,32,1082,45)
general-news-heading: General News xyxy=(450,30,581,96)
pattern-text: Pattern and Sample Packets.—Inland, 4d first 2oz. or fraction thereof; over 2oz. for all other places. All other places, 1d first 2oz, every additional 2oz. or fraction 1d. xyxy=(223,459,428,498)
newspapers-text: Newspapers.—Town and Inland, 1d; with United Kingdom, Australia, Canada, Ceylon, India, Jamaica, Natal, Orange River, South Sea Islands, and Transvaal, 1d each paper. xyxy=(223,511,428,550)
parcel-post-heading: PARCEL POST. xyxy=(281,279,370,291)
issue-date: THURSDAY, DECEMBER 24, 1914. xyxy=(899,4,1106,15)
cable-rates-table xyxy=(223,638,428,694)
table-row: Norfolk Island 0 3 xyxy=(225,661,426,670)
list-item: Wednesday, 27—Eltham. xyxy=(939,1052,1034,1062)
